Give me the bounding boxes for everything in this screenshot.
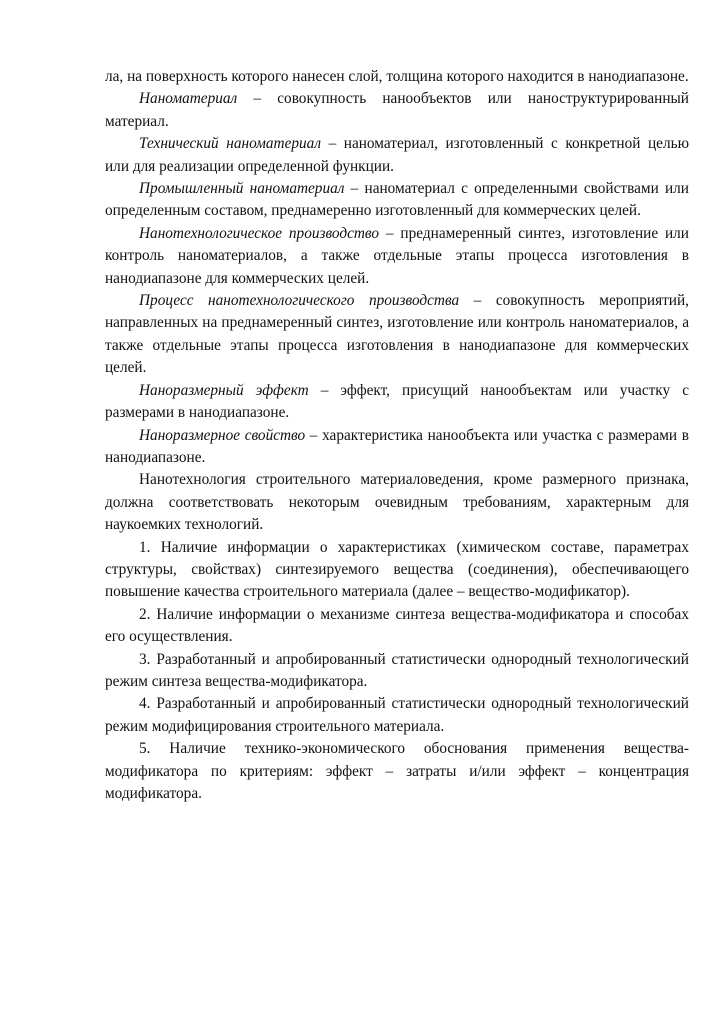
document-page: [105, 66, 689, 805]
requirement-item-4: [105, 693, 689, 738]
paragraph-requirements-intro: [105, 469, 689, 536]
definition-nanoscale-property: [105, 425, 689, 470]
definition-text: – наноматериал с определенными свойствами или определенным составом, преднамеренно изготовленный для коммерческих целей.: [105, 180, 689, 220]
definition-term: Нанотехнологическое производство: [139, 224, 380, 242]
definition-nanotech-process: [105, 290, 689, 380]
definition-term: Промышленный наноматериал: [139, 180, 345, 198]
definition-industrial-nanomaterial: [105, 178, 689, 223]
definition-text: – наноматериал, изготовленный с конкретной целью или для реализации определенной функции.: [105, 135, 690, 175]
paragraph-text: 3. Разработанный и апробированный статистически однородный технологический режим синтеза вещества-модификатора.: [105, 650, 689, 690]
definition-term: Наноразмерный эффект: [139, 381, 309, 399]
requirement-item-1: [105, 537, 689, 604]
definition-text: – преднамеренный синтез, изготовление или контроль наноматериалов, а также отдельные этапы процесса изготовления в нанодиапазоне для коммерческих целей.: [105, 224, 689, 287]
paragraph-text: ла, на поверхность которого нанесен слой, толщина которого находится в нанодиапазоне.: [105, 68, 689, 85]
definition-text: – эффект, присущий нанообъектам или участку с размерами в нанодиапазоне.: [105, 381, 689, 422]
requirement-item-5: [105, 738, 689, 805]
definition-nanoscale-effect: [105, 380, 689, 425]
paragraph-text: 4. Разработанный и апробированный статистически однородный технологический режим модифицирования строительного материала.: [105, 695, 689, 735]
requirement-item-2: [105, 604, 689, 649]
paragraph-text: 2. Наличие информации о механизме синтеза вещества-модификатора и способах его осуществления.: [105, 605, 689, 646]
definition-text: – совокупность нанообъектов или наноструктурированный материал.: [105, 90, 689, 130]
definition-term: Наноразмерное свойство: [139, 426, 306, 444]
definition-nanotech-production: [105, 223, 689, 290]
definition-text: – совокупность мероприятий, направленных на преднамеренный синтез, изготовление или контроль наноматериалов, а также отдельные этапы процесса изготовления в нанодиапазоне для коммерческих целей.: [105, 292, 689, 377]
requirement-item-3: [105, 649, 689, 694]
definition-term: Процесс нанотехнологического производства: [139, 292, 460, 310]
paragraph-continuation: [105, 66, 689, 88]
definition-term: Наноматериал: [139, 90, 238, 108]
paragraph-text: 5. Наличие технико-экономического обоснования применения вещества-модификатора по критериям: эффект – затраты и/или эффект – концентрация модификатора.: [105, 740, 689, 802]
paragraph-text: 1. Наличие информации о характеристиках (химическом составе, параметрах структуры, свойствах) синтезируемого вещества (соединения), обеспечивающего повышение качества строительного материала (далее – вещество-модификатор).: [105, 538, 689, 601]
paragraph-text: Нанотехнология строительного материаловедения, кроме размерного признака, должна соответствовать некоторым очевидным требованиям, характерным для наукоемких технологий.: [105, 471, 689, 534]
definition-technical-nanomaterial: [105, 133, 689, 178]
definition-nanomaterial: [105, 88, 689, 133]
definition-text: – характеристика нанообъекта или участка с размерами в нанодиапазоне.: [105, 426, 689, 466]
definition-term: Технический наноматериал: [139, 135, 322, 153]
